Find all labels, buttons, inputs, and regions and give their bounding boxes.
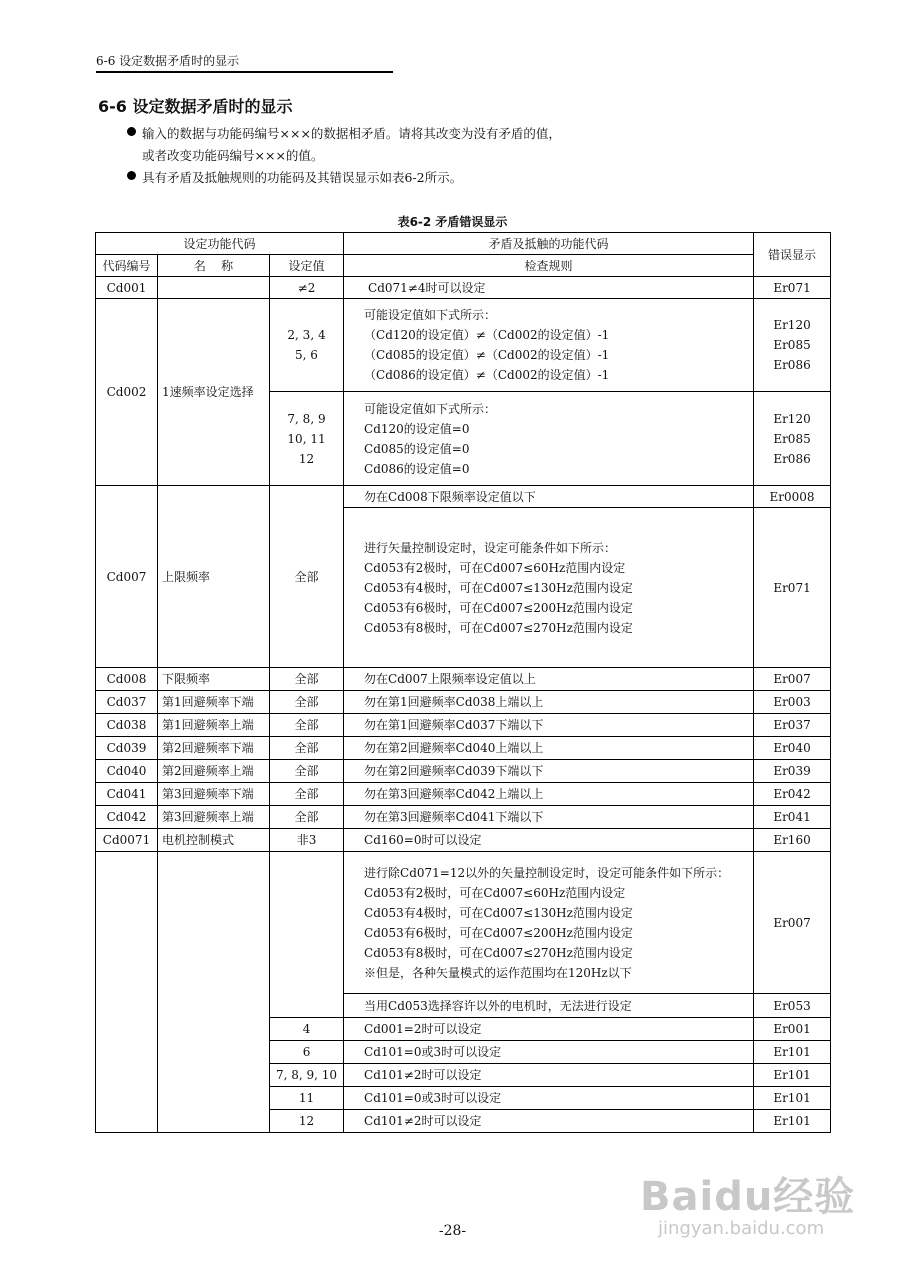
- rule-cell: 勿在第2回避频率Cd040上端以上: [344, 737, 754, 760]
- rule-line: Cd053有4极时，可在Cd007≤130Hz范围内设定: [364, 580, 633, 595]
- error-cell: Er0008: [754, 486, 831, 508]
- error-line: Er085: [773, 431, 811, 446]
- error-cell: Er007: [754, 852, 831, 994]
- bullet-dot-icon: [127, 127, 136, 136]
- error-line: Er086: [773, 358, 811, 372]
- error-line: Er086: [773, 451, 811, 466]
- error-cell: Er037: [754, 714, 831, 737]
- rule-line: （Cd120的设定值）≠（Cd002的设定值）-1: [364, 328, 610, 342]
- value-line: 12: [298, 451, 315, 466]
- error-cell: Er007: [754, 668, 831, 691]
- rule-line: Cd053有6极时，可在Cd007≤200Hz范围内设定: [364, 925, 633, 940]
- table-row: [96, 277, 831, 299]
- bullet-text: 或者改变功能码编号×××的值。: [142, 148, 324, 163]
- error-cell: Er071: [754, 277, 831, 299]
- code-cell: Cd0071: [96, 829, 158, 852]
- rule-line: 可能设定值如下式所示：: [364, 308, 497, 322]
- error-cell: Er053: [754, 994, 831, 1018]
- rule-cell: Cd101=0或3时可以设定: [344, 1041, 754, 1064]
- table-row: [96, 829, 831, 852]
- rule-cell: [344, 392, 754, 486]
- error-line: Er120: [773, 318, 811, 332]
- name-cell: 第2回避频率下端: [158, 737, 270, 760]
- code-cell: Cd001: [96, 277, 158, 299]
- name-cell: 第1回避频率上端: [158, 714, 270, 737]
- value-cell: [270, 299, 344, 392]
- error-cell: Er101: [754, 1110, 831, 1133]
- name-cell: 第1回避频率下端: [158, 691, 270, 714]
- value-cell: [270, 392, 344, 486]
- rule-cell: [344, 508, 754, 668]
- name-cell: 上限频率: [158, 486, 270, 668]
- value-cell: 全部: [270, 783, 344, 806]
- header-row: [96, 233, 831, 255]
- code-cell: Cd039: [96, 737, 158, 760]
- rule-line: Cd120的设定值=0: [364, 421, 470, 436]
- value-cell: 全部: [270, 691, 344, 714]
- bullet-item: [142, 124, 561, 142]
- rule-line: 可能设定值如下式所示：: [364, 401, 497, 416]
- name-cell: 电机控制模式: [158, 829, 270, 852]
- error-cell: Er040: [754, 737, 831, 760]
- rule-cell: 勿在第1回避频率Cd037下端以下: [344, 714, 754, 737]
- baidu-watermark: [640, 1165, 855, 1239]
- rule-line: 进行除Cd071=12以外的矢量控制设定时，设定可能条件如下所示：: [364, 865, 730, 880]
- value-line: 5, 6: [295, 348, 318, 362]
- rule-cell: [344, 299, 754, 392]
- value-cell: ≠2: [270, 277, 344, 299]
- watermark-url: jingyan.baidu.com: [658, 1218, 825, 1239]
- name-cell: [158, 277, 270, 299]
- watermark-logo: Baidu经验: [640, 1174, 856, 1220]
- table-row: [96, 852, 831, 994]
- rule-line: Cd053有8极时，可在Cd007≤270Hz范围内设定: [364, 945, 633, 960]
- value-cell: 6: [270, 1041, 344, 1064]
- name-cell: 第2回避频率上端: [158, 760, 270, 783]
- rule-line: ※但是，各种矢量模式的运作范围均在120Hz以下: [364, 965, 632, 980]
- rule-cell: 勿在Cd008下限频率设定值以下: [344, 486, 754, 508]
- error-line: Er085: [773, 338, 811, 352]
- rule-cell: 勿在第2回避频率Cd039下端以下: [344, 760, 754, 783]
- page-number: -28-: [438, 1223, 467, 1239]
- rule-line: Cd053有6极时，可在Cd007≤200Hz范围内设定: [364, 600, 633, 615]
- header-error-display: 错误显示: [754, 233, 831, 277]
- error-cell: Er160: [754, 829, 831, 852]
- error-line: Er120: [773, 411, 811, 426]
- value-line: 7, 8, 9: [287, 411, 326, 426]
- bullet-dot-icon: [127, 171, 136, 180]
- name-cell: 1速频率设定选择: [158, 299, 270, 486]
- bullet-continuation: [142, 146, 323, 164]
- table-row: [96, 737, 831, 760]
- rule-cell: 勿在第3回避频率Cd041下端以下: [344, 806, 754, 829]
- rule-line: Cd085的设定值=0: [364, 441, 470, 456]
- header-conflict-code: 矛盾及抵触的功能代码: [344, 233, 754, 255]
- error-cell: Er042: [754, 783, 831, 806]
- rule-line: Cd053有2极时，可在Cd007≤60Hz范围内设定: [364, 560, 626, 575]
- bullet-text: 输入的数据与功能码编号×××的数据相矛盾。请将其改变为没有矛盾的值，: [142, 126, 561, 141]
- rule-cell: Cd160=0时可以设定: [344, 829, 754, 852]
- value-line: 2, 3, 4: [287, 328, 326, 342]
- error-cell: [754, 299, 831, 392]
- table-title: 表6-2 矛盾错误显示: [397, 215, 508, 229]
- header-row: [96, 255, 831, 277]
- rule-cell: [344, 852, 754, 994]
- code-cell: Cd041: [96, 783, 158, 806]
- error-cell: Er101: [754, 1087, 831, 1110]
- name-cell: 第3回避频率下端: [158, 783, 270, 806]
- value-cell: 4: [270, 1018, 344, 1041]
- error-cell: [754, 392, 831, 486]
- value-cell: 全部: [270, 737, 344, 760]
- value-cell: 7, 8, 9, 10: [270, 1064, 344, 1087]
- rule-cell: Cd071≠4时可以设定: [344, 277, 754, 299]
- code-cell: Cd038: [96, 714, 158, 737]
- rule-line: Cd086的设定值=0: [364, 461, 470, 476]
- header-name: 名 称: [158, 255, 270, 277]
- value-cell: 12: [270, 1110, 344, 1133]
- header-set-value: 设定值: [270, 255, 344, 277]
- header-setting-code: 设定功能代码: [96, 233, 344, 255]
- error-cell: Er041: [754, 806, 831, 829]
- value-cell: 全部: [270, 806, 344, 829]
- rule-cell: 勿在Cd007上限频率设定值以上: [344, 668, 754, 691]
- table-row: [96, 299, 831, 392]
- code-cell: Cd040: [96, 760, 158, 783]
- error-cell: Er071: [754, 508, 831, 668]
- rule-line: Cd053有2极时，可在Cd007≤60Hz范围内设定: [364, 885, 626, 900]
- error-cell: Er101: [754, 1041, 831, 1064]
- table-row: [96, 691, 831, 714]
- rule-cell: 勿在第1回避频率Cd038上端以上: [344, 691, 754, 714]
- code-cell: Cd007: [96, 486, 158, 668]
- rule-cell: Cd101≠2时可以设定: [344, 1064, 754, 1087]
- table-row: [96, 760, 831, 783]
- rule-cell: Cd001=2时可以设定: [344, 1018, 754, 1041]
- running-header: 6-6 设定数据矛盾时的显示: [96, 54, 240, 68]
- rule-line: 进行矢量控制设定时，设定可能条件如下所示：: [364, 540, 617, 555]
- rule-line: Cd053有8极时，可在Cd007≤270Hz范围内设定: [364, 620, 633, 635]
- error-cell: Er039: [754, 760, 831, 783]
- bullet-text: 具有矛盾及抵触规则的功能码及其错误显示如表6-2所示。: [142, 170, 463, 185]
- name-cell: 下限频率: [158, 668, 270, 691]
- error-cell: Er001: [754, 1018, 831, 1041]
- rule-cell: 勿在第3回避频率Cd042上端以上: [344, 783, 754, 806]
- code-cell: [96, 852, 158, 1133]
- value-cell: 全部: [270, 486, 344, 668]
- code-cell: Cd042: [96, 806, 158, 829]
- table-row: [96, 668, 831, 691]
- bullet-item: [142, 168, 462, 186]
- value-cell: 11: [270, 1087, 344, 1110]
- table-row: [96, 486, 831, 508]
- header-code-no: 代码编号: [96, 255, 158, 277]
- value-cell: 非3: [270, 829, 344, 852]
- error-cell: Er101: [754, 1064, 831, 1087]
- value-cell: 全部: [270, 714, 344, 737]
- error-cell: Er003: [754, 691, 831, 714]
- value-line: 10, 11: [287, 431, 326, 446]
- table-row: [96, 714, 831, 737]
- table-row: [96, 783, 831, 806]
- code-cell: Cd002: [96, 299, 158, 486]
- value-cell: [270, 852, 344, 1018]
- conflict-error-table: [95, 232, 831, 1133]
- rule-line: （Cd085的设定值）≠（Cd002的设定值）-1: [364, 348, 610, 362]
- rule-cell: Cd101≠2时可以设定: [344, 1110, 754, 1133]
- header-check-rule: 检查规则: [344, 255, 754, 277]
- section-title: 6-6 设定数据矛盾时的显示: [98, 97, 293, 116]
- table-row: [96, 806, 831, 829]
- name-cell: 第3回避频率上端: [158, 806, 270, 829]
- code-cell: Cd008: [96, 668, 158, 691]
- value-cell: 全部: [270, 760, 344, 783]
- name-cell: [158, 852, 270, 1133]
- rule-line: （Cd086的设定值）≠（Cd002的设定值）-1: [364, 368, 610, 382]
- rule-cell: 当用Cd053选择容许以外的电机时，无法进行设定: [344, 994, 754, 1018]
- rule-cell: Cd101=0或3时可以设定: [344, 1087, 754, 1110]
- code-cell: Cd037: [96, 691, 158, 714]
- value-cell: 全部: [270, 668, 344, 691]
- header-rule: [96, 71, 393, 73]
- rule-line: Cd053有4极时，可在Cd007≤130Hz范围内设定: [364, 905, 633, 920]
